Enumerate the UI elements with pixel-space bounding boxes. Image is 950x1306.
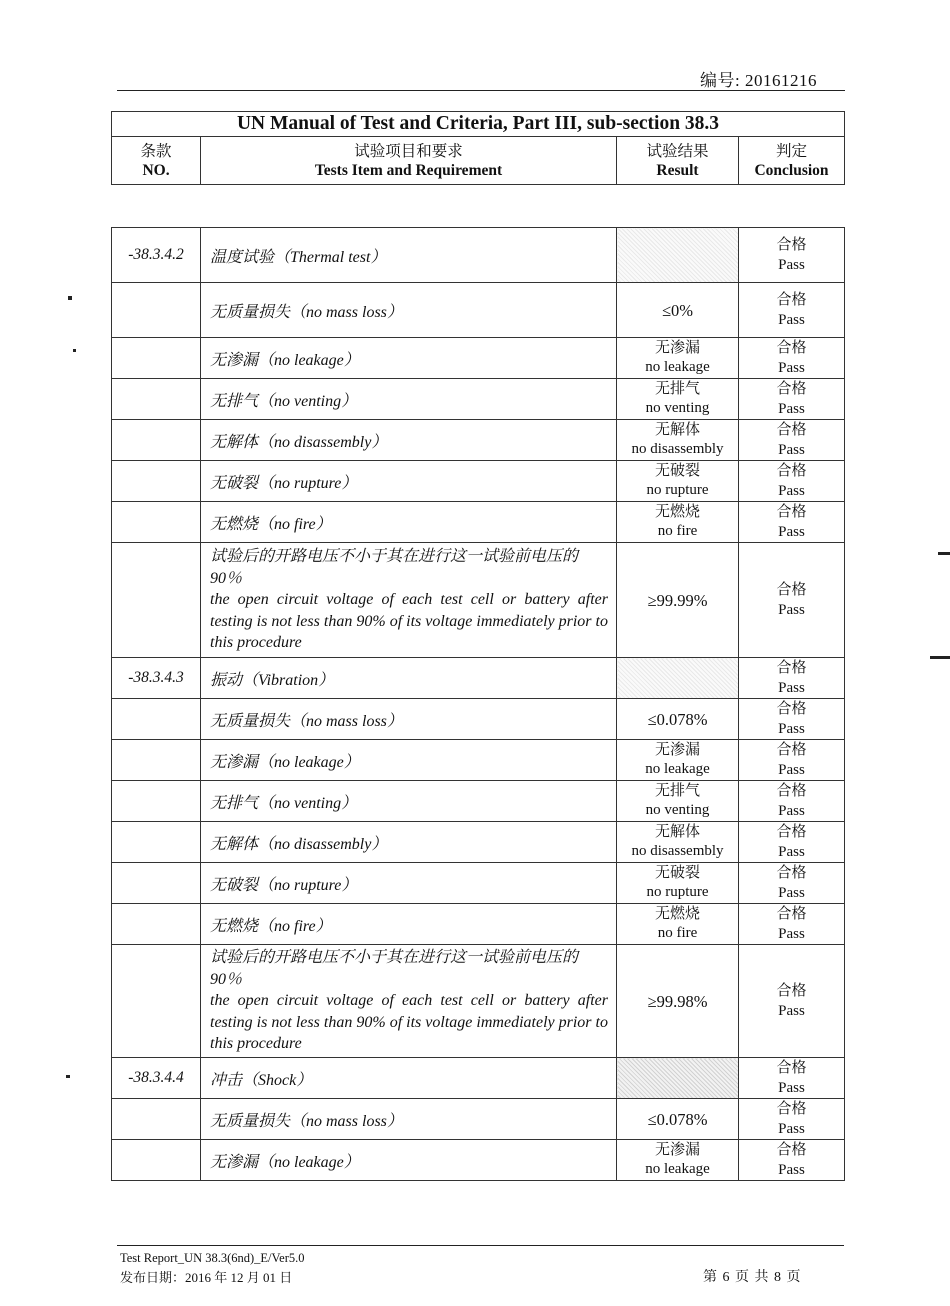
- column-header-item: 试验项目和要求 Tests Item and Requirement: [201, 137, 617, 185]
- test-item: 无渗漏（no leakage）: [201, 1140, 617, 1181]
- conclusion: 合格 Pass: [739, 379, 845, 420]
- conclusion: 合格 Pass: [739, 420, 845, 461]
- table-row: [112, 658, 845, 699]
- conclusion: 合格 Pass: [739, 543, 845, 658]
- conclusion: 合格 Pass: [739, 740, 845, 781]
- result-value: ≤0.078%: [617, 699, 739, 740]
- test-item: 无解体（no disassembly）: [201, 822, 617, 863]
- table-row: [112, 1140, 845, 1181]
- conclusion: 合格 Pass: [739, 822, 845, 863]
- test-item: 无解体（no disassembly）: [201, 420, 617, 461]
- table-row: [112, 945, 845, 1058]
- table-row: [112, 283, 845, 338]
- table-row: [112, 699, 845, 740]
- result-value: 无渗漏 no leakage: [617, 1140, 739, 1181]
- conclusion: 合格 Pass: [739, 904, 845, 945]
- table-row: [112, 379, 845, 420]
- page-number: 第 6 页 共 8 页: [703, 1270, 802, 1285]
- table-row: [112, 781, 845, 822]
- voltage-requirement: 试验后的开路电压不小于其在进行这一试验前电压的90％ the open circuit voltage of each test cell or battery after testing is not less than 90% of its voltage immediately prior to this procedure: [201, 945, 617, 1058]
- scan-speck: [938, 552, 950, 555]
- test-item: 温度试验（Thermal test）: [201, 228, 617, 283]
- result-value: 无燃烧 no fire: [617, 904, 739, 945]
- issue-date: 发布日期：2016 年 12 月 01 日: [120, 1270, 293, 1285]
- table-row: [112, 228, 845, 283]
- table-row: [112, 461, 845, 502]
- conclusion: 合格 Pass: [739, 781, 845, 822]
- scan-speck: [73, 349, 76, 352]
- result-value: 无解体 no disassembly: [617, 822, 739, 863]
- test-item: 无排气（no venting）: [201, 781, 617, 822]
- result-value: 无燃烧 no fire: [617, 502, 739, 543]
- result-value: 无渗漏 no leakage: [617, 740, 739, 781]
- conclusion: 合格 Pass: [739, 1140, 845, 1181]
- scan-speck: [930, 656, 950, 659]
- conclusion: 合格 Pass: [739, 461, 845, 502]
- table-row: [112, 1058, 845, 1099]
- test-item: 无渗漏（no leakage）: [201, 338, 617, 379]
- result-cell-hatched: [617, 1058, 739, 1099]
- conclusion: 合格 Pass: [739, 1099, 845, 1140]
- conclusion: 合格 Pass: [739, 338, 845, 379]
- test-item: 无破裂（no rupture）: [201, 461, 617, 502]
- table-row: [112, 740, 845, 781]
- clause-number: -38.3.4.2: [112, 228, 201, 283]
- column-header-conclusion: 判定 Conclusion: [739, 137, 845, 185]
- result-value: 无解体 no disassembly: [617, 420, 739, 461]
- voltage-requirement: 试验后的开路电压不小于其在进行这一试验前电压的90％ the open circuit voltage of each test cell or battery after testing is not less than 90% of its voltage immediately prior to this procedure: [201, 543, 617, 658]
- result-value: 无排气 no venting: [617, 781, 739, 822]
- conclusion: 合格 Pass: [739, 1058, 845, 1099]
- footer-rule: [117, 1245, 844, 1246]
- header-rule: [117, 90, 845, 91]
- test-item: 无质量损失（no mass loss）: [201, 699, 617, 740]
- test-item: 无质量损失（no mass loss）: [201, 1099, 617, 1140]
- table-row: [112, 543, 845, 658]
- result-value: 无破裂 no rupture: [617, 863, 739, 904]
- test-item: 无破裂（no rupture）: [201, 863, 617, 904]
- table-row: [112, 822, 845, 863]
- result-value: ≤0%: [617, 283, 739, 338]
- scan-speck: [66, 1075, 70, 1078]
- test-results-table: [111, 227, 845, 1181]
- table-row: [112, 904, 845, 945]
- conclusion: 合格 Pass: [739, 228, 845, 283]
- conclusion: 合格 Pass: [739, 658, 845, 699]
- conclusion: 合格 Pass: [739, 502, 845, 543]
- result-value: 无渗漏 no leakage: [617, 338, 739, 379]
- test-item: 无排气（no venting）: [201, 379, 617, 420]
- result-value: ≥99.99%: [617, 543, 739, 658]
- result-value: ≥99.98%: [617, 945, 739, 1058]
- conclusion: 合格 Pass: [739, 863, 845, 904]
- result-cell-hatched: [617, 658, 739, 699]
- test-item: 无燃烧（no fire）: [201, 904, 617, 945]
- conclusion: 合格 Pass: [739, 699, 845, 740]
- standard-title: UN Manual of Test and Criteria, Part III, sub-section 38.3: [112, 112, 845, 137]
- table-row: [112, 1099, 845, 1140]
- report-version: Test Report_UN 38.3(6nd)_E/Ver5.0: [120, 1251, 305, 1265]
- test-item: 无质量损失（no mass loss）: [201, 283, 617, 338]
- result-value: 无排气 no venting: [617, 379, 739, 420]
- test-item: 冲击（Shock）: [201, 1058, 617, 1099]
- test-item: 振动（Vibration）: [201, 658, 617, 699]
- document-number: 编号: 20161216: [700, 71, 817, 90]
- result-value: ≤0.078%: [617, 1099, 739, 1140]
- column-header-no: 条款 NO.: [112, 137, 201, 185]
- clause-number: -38.3.4.4: [112, 1058, 201, 1099]
- table-row: [112, 420, 845, 461]
- result-value: 无破裂 no rupture: [617, 461, 739, 502]
- conclusion: 合格 Pass: [739, 945, 845, 1058]
- conclusion: 合格 Pass: [739, 283, 845, 338]
- scan-speck: [68, 296, 72, 300]
- test-item: 无燃烧（no fire）: [201, 502, 617, 543]
- table-row: [112, 863, 845, 904]
- result-cell-hatched: [617, 228, 739, 283]
- header-table: [111, 111, 845, 185]
- column-header-result: 试验结果 Result: [617, 137, 739, 185]
- table-row: [112, 502, 845, 543]
- test-item: 无渗漏（no leakage）: [201, 740, 617, 781]
- table-row: [112, 338, 845, 379]
- clause-number: -38.3.4.3: [112, 658, 201, 699]
